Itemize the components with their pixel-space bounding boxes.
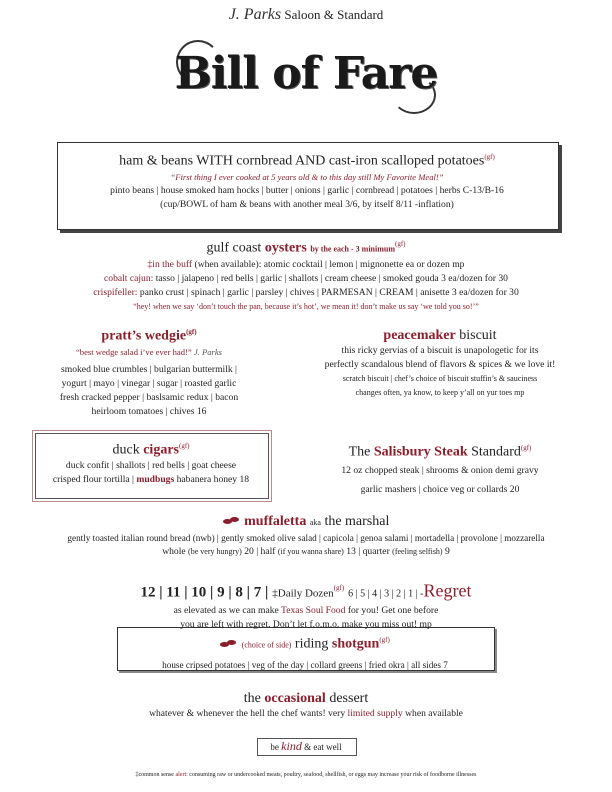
item-title: gulf coast: [206, 240, 262, 256]
peppers-icon: [223, 516, 241, 527]
muffaletta-section: muffaletta aka the marshal gently toasted italian round bread (nwb) | gently smoked olive salad | capicola | genoa salami | mortadella | provolone | mozzarella whole (be very hungry) 20 | half (if you wanna share) 13 | quarter (feeling selfish) 9: [67, 514, 545, 557]
oysters-warning: “hey! when we say ‘don’t touch the pan, because it’s hot’, we mean it! don’t make us say ‘we told you so!’”: [133, 301, 479, 311]
salisbury-section: The Salisbury Steak Standard$^{(gf)}$ 12 oz chopped steak | shrooms & onion demi gravy garlic mashers | choice veg or collards 20: [341, 444, 539, 495]
signature: J. Parks: [193, 346, 223, 357]
shotgun-section: (choice of side) riding shotgun$^{(gf)}$ house cripsed potatoes | veg of the day | collard greens | fried okra | all sides 7: [162, 636, 448, 670]
duck-cigars-section: duck cigars$^{(gf)}$ duck confit | shallots | red bells | goat cheese crisped flour tortilla | mudbugs habanera honey 18: [52, 442, 250, 485]
item-note: (cup/BOWL of ham & beans with another meal 3/6, by itself 8/11 -inflation): [160, 198, 454, 210]
item-subtitle: by the each - 3 minimum: [310, 244, 395, 254]
item-title-bold: oysters: [264, 240, 307, 256]
item-title: ham & beans WITH cornbread AND cast-iron scalloped potatoes: [119, 153, 485, 169]
brand-name: Saloon & Standard: [284, 7, 384, 22]
item-ingredients: pinto beans | house smoked ham hocks | butter | onions | garlic | cornbread | potatoes | herbs C-13/B-16: [110, 184, 504, 196]
oysters-section: gulf coast oysters by the each - 3 minimum$^{(gf)}$ ‡in the buff (when available): atomic cocktail | lemon | mignonette ea or dozen mp cobalt cajun: tasso | jalapeno | red bells | garlic | shallots | cream cheese | smoked gouda 3 ea/dozen for 30 crispifeller: panko crust | spinach | garlic | parsley | chives | PARMESAN | CREAM | anisette 3 ea/dozen for 30 “hey! when we say ‘don’t touch the pan, because it’s hot’, we mean it! don’t make us say ‘we told you so!’”: [0, 236, 612, 314]
item-quote: “First thing I ever cooked at 5 years old & to this day still My Favorite Meal!”: [170, 171, 444, 182]
page-title: Bill of Fare: [174, 48, 438, 99]
be-kind-text: be kind & eat well: [270, 739, 342, 753]
brand-header: [0, 6, 612, 24]
brand-script-logo: J. Parks: [228, 6, 282, 23]
peppers-icon: [220, 639, 238, 650]
wedgie-section: pratt’s wedgie$^{(gf)}$ “best wedge salad i’ve ever had!” J. Parks smoked blue crumbles | bulgarian buttermilk | yogurt | mayo | vinegar | sugar | roasted garlic fresh cracked pepper | baslsamic redux | bacon heirloom tomatoes | chives 16: [59, 328, 239, 417]
biscuit-section: peacemaker biscuit this ricky gervias of a biscuit is unapologetic for its perfectly scandalous blend of flavors & spices & we love it! scratch biscuit | chef’s choice of biscuit stuffin’s & sauciness changes often, ya know, to keep y’all on yur toes mp: [324, 328, 556, 397]
health-alert: ‡common sense alert: consuming raw or undercooked meats, poultry, seafood, shellfish, or eggs may increase your risk of foodborne illnesses: [135, 772, 477, 778]
ham-beans-section: ham & beans WITH cornbread AND cast-iron scalloped potatoes$^{(gf)}$ “First thing I ever cooked at 5 years old & to this day still My Favorite Meal!” pinto beans | house smoked ham hocks | butter | onions | garlic | cornbread | potatoes | herbs C-13/B-16 (cup/BOWL of ham & beans with another meal 3/6, by itself 8/11 -inflation): [57, 149, 557, 212]
daily-dozen-section: 12 | 11 | 10 | 9 | 8 | 7 | ‡Daily Dozen$^{(gf)}$ 6 | 5 | 4 | 3 | 2 | 1 | -Regret as elevated as we can make Texas Soul Food for you! Get one before you are left with regret. Don’t let f.o.m.o. make you miss out! mp: [140, 580, 472, 631]
dessert-section: the occasional dessert whatever & whenever the hell the chef wants! very limited supply when available: [149, 691, 463, 719]
